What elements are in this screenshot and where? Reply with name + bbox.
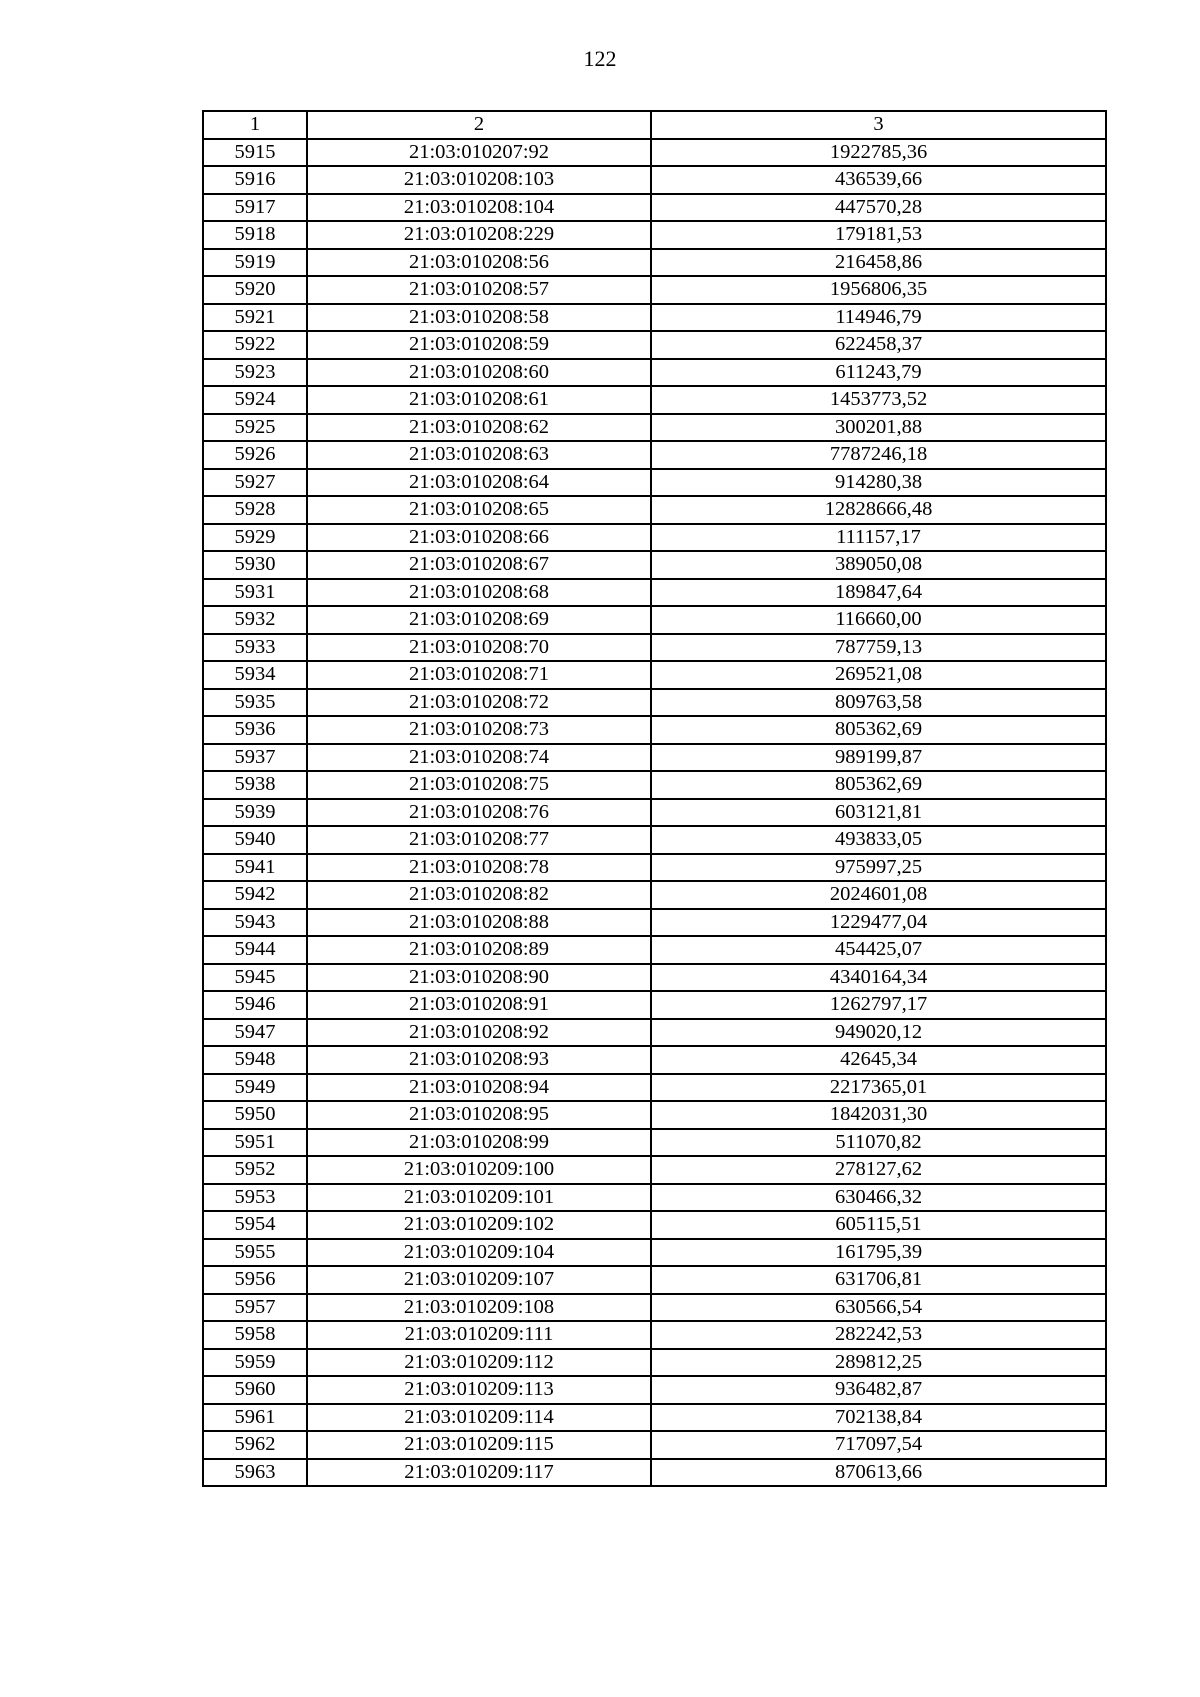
value-cell: 447570,28: [651, 194, 1106, 222]
value-cell: 114946,79: [651, 304, 1106, 332]
column-header-3: 3: [651, 111, 1106, 139]
cadastral-number-cell: 21:03:010208:70: [307, 634, 651, 662]
cadastral-number-cell: 21:03:010208:77: [307, 826, 651, 854]
cadastral-number-cell: 21:03:010209:113: [307, 1376, 651, 1404]
row-number-cell: 5920: [203, 276, 307, 304]
value-cell: 4340164,34: [651, 964, 1106, 992]
value-cell: 7787246,18: [651, 441, 1106, 469]
table-row: [203, 909, 1106, 937]
value-cell: 300201,88: [651, 414, 1106, 442]
table-row: [203, 881, 1106, 909]
value-cell: 989199,87: [651, 744, 1106, 772]
value-cell: 605115,51: [651, 1211, 1106, 1239]
row-number-cell: 5928: [203, 496, 307, 524]
cadastral-number-cell: 21:03:010208:65: [307, 496, 651, 524]
column-header-1: 1: [203, 111, 307, 139]
table-row: [203, 441, 1106, 469]
row-number-cell: 5959: [203, 1349, 307, 1377]
cadastral-number-cell: 21:03:010208:66: [307, 524, 651, 552]
row-number-cell: 5952: [203, 1156, 307, 1184]
cadastral-number-cell: 21:03:010208:73: [307, 716, 651, 744]
row-number-cell: 5932: [203, 606, 307, 634]
table-row: [203, 1046, 1106, 1074]
table-header-row: [203, 111, 1106, 139]
cadastral-number-cell: 21:03:010208:90: [307, 964, 651, 992]
value-cell: 717097,54: [651, 1431, 1106, 1459]
table-row: [203, 331, 1106, 359]
row-number-cell: 5948: [203, 1046, 307, 1074]
cadastral-number-cell: 21:03:010209:101: [307, 1184, 651, 1212]
row-number-cell: 5936: [203, 716, 307, 744]
row-number-cell: 5915: [203, 139, 307, 167]
table-row: [203, 276, 1106, 304]
cadastral-number-cell: 21:03:010208:62: [307, 414, 651, 442]
table-row: [203, 1101, 1106, 1129]
row-number-cell: 5945: [203, 964, 307, 992]
cadastral-number-cell: 21:03:010208:59: [307, 331, 651, 359]
row-number-cell: 5944: [203, 936, 307, 964]
row-number-cell: 5962: [203, 1431, 307, 1459]
row-number-cell: 5931: [203, 579, 307, 607]
cadastral-number-cell: 21:03:010208:76: [307, 799, 651, 827]
table-row: [203, 1156, 1106, 1184]
value-cell: 936482,87: [651, 1376, 1106, 1404]
value-cell: 914280,38: [651, 469, 1106, 497]
value-cell: 611243,79: [651, 359, 1106, 387]
cadastral-number-cell: 21:03:010208:68: [307, 579, 651, 607]
table-row: [203, 1404, 1106, 1432]
cadastral-number-cell: 21:03:010209:108: [307, 1294, 651, 1322]
table-row: [203, 854, 1106, 882]
row-number-cell: 5957: [203, 1294, 307, 1322]
cadastral-number-cell: 21:03:010208:95: [307, 1101, 651, 1129]
table-row: [203, 1266, 1106, 1294]
row-number-cell: 5922: [203, 331, 307, 359]
cadastral-number-cell: 21:03:010207:92: [307, 139, 651, 167]
value-cell: 282242,53: [651, 1321, 1106, 1349]
value-cell: 1262797,17: [651, 991, 1106, 1019]
value-cell: 702138,84: [651, 1404, 1106, 1432]
value-cell: 603121,81: [651, 799, 1106, 827]
value-cell: 2217365,01: [651, 1074, 1106, 1102]
row-number-cell: 5923: [203, 359, 307, 387]
table-row: [203, 661, 1106, 689]
cadastral-number-cell: 21:03:010209:102: [307, 1211, 651, 1239]
row-number-cell: 5947: [203, 1019, 307, 1047]
cadastral-number-cell: 21:03:010209:107: [307, 1266, 651, 1294]
table-row: [203, 991, 1106, 1019]
row-number-cell: 5937: [203, 744, 307, 772]
value-cell: 216458,86: [651, 249, 1106, 277]
table-row: [203, 304, 1106, 332]
cadastral-number-cell: 21:03:010209:104: [307, 1239, 651, 1267]
table-row: [203, 414, 1106, 442]
value-cell: 870613,66: [651, 1459, 1106, 1487]
value-cell: 389050,08: [651, 551, 1106, 579]
table-row: [203, 221, 1106, 249]
cadastral-number-cell: 21:03:010209:100: [307, 1156, 651, 1184]
row-number-cell: 5941: [203, 854, 307, 882]
value-cell: 631706,81: [651, 1266, 1106, 1294]
value-cell: 116660,00: [651, 606, 1106, 634]
cadastral-number-cell: 21:03:010208:60: [307, 359, 651, 387]
row-number-cell: 5958: [203, 1321, 307, 1349]
table-row: [203, 1211, 1106, 1239]
cadastral-number-cell: 21:03:010208:93: [307, 1046, 651, 1074]
row-number-cell: 5963: [203, 1459, 307, 1487]
value-cell: 975997,25: [651, 854, 1106, 882]
table-row: [203, 771, 1106, 799]
row-number-cell: 5950: [203, 1101, 307, 1129]
value-cell: 630466,32: [651, 1184, 1106, 1212]
cadastral-number-cell: 21:03:010208:94: [307, 1074, 651, 1102]
table-row: [203, 1459, 1106, 1487]
table-row: [203, 826, 1106, 854]
cadastral-number-cell: 21:03:010208:63: [307, 441, 651, 469]
table-body: [203, 139, 1106, 1487]
table-row: [203, 359, 1106, 387]
row-number-cell: 5917: [203, 194, 307, 222]
cadastral-number-cell: 21:03:010208:56: [307, 249, 651, 277]
value-cell: 161795,39: [651, 1239, 1106, 1267]
table-row: [203, 524, 1106, 552]
table-row: [203, 496, 1106, 524]
table-header: [203, 111, 1106, 139]
value-cell: 269521,08: [651, 661, 1106, 689]
row-number-cell: 5938: [203, 771, 307, 799]
value-cell: 949020,12: [651, 1019, 1106, 1047]
cadastral-number-cell: 21:03:010209:117: [307, 1459, 651, 1487]
row-number-cell: 5955: [203, 1239, 307, 1267]
value-cell: 511070,82: [651, 1129, 1106, 1157]
value-cell: 1453773,52: [651, 386, 1106, 414]
value-cell: 42645,34: [651, 1046, 1106, 1074]
cadastral-number-cell: 21:03:010208:64: [307, 469, 651, 497]
row-number-cell: 5916: [203, 166, 307, 194]
row-number-cell: 5940: [203, 826, 307, 854]
row-number-cell: 5918: [203, 221, 307, 249]
row-number-cell: 5956: [203, 1266, 307, 1294]
cadastral-number-cell: 21:03:010208:75: [307, 771, 651, 799]
row-number-cell: 5927: [203, 469, 307, 497]
cadastral-number-cell: 21:03:010208:99: [307, 1129, 651, 1157]
row-number-cell: 5949: [203, 1074, 307, 1102]
table-row: [203, 1074, 1106, 1102]
value-cell: 12828666,48: [651, 496, 1106, 524]
value-cell: 809763,58: [651, 689, 1106, 717]
value-cell: 111157,17: [651, 524, 1106, 552]
table-row: [203, 1349, 1106, 1377]
table-row: [203, 1129, 1106, 1157]
cadastral-number-cell: 21:03:010208:82: [307, 881, 651, 909]
table-row: [203, 1184, 1106, 1212]
row-number-cell: 5924: [203, 386, 307, 414]
table-row: [203, 744, 1106, 772]
page-number: 122: [583, 46, 617, 71]
value-cell: 278127,62: [651, 1156, 1106, 1184]
table-row: [203, 1376, 1106, 1404]
cadastral-number-cell: 21:03:010208:78: [307, 854, 651, 882]
cadastral-number-cell: 21:03:010208:229: [307, 221, 651, 249]
table-row: [203, 579, 1106, 607]
cadastral-number-cell: 21:03:010208:92: [307, 1019, 651, 1047]
value-cell: 179181,53: [651, 221, 1106, 249]
row-number-cell: 5933: [203, 634, 307, 662]
row-number-cell: 5935: [203, 689, 307, 717]
table-row: [203, 716, 1106, 744]
cadastral-number-cell: 21:03:010208:72: [307, 689, 651, 717]
value-cell: 805362,69: [651, 771, 1106, 799]
row-number-cell: 5925: [203, 414, 307, 442]
row-number-cell: 5953: [203, 1184, 307, 1212]
row-number-cell: 5960: [203, 1376, 307, 1404]
value-cell: 289812,25: [651, 1349, 1106, 1377]
table-row: [203, 1321, 1106, 1349]
row-number-cell: 5946: [203, 991, 307, 1019]
table-row: [203, 551, 1106, 579]
cadastral-number-cell: 21:03:010208:104: [307, 194, 651, 222]
table-row: [203, 386, 1106, 414]
cadastral-number-cell: 21:03:010208:89: [307, 936, 651, 964]
cadastral-number-cell: 21:03:010208:74: [307, 744, 651, 772]
value-cell: 1956806,35: [651, 276, 1106, 304]
row-number-cell: 5921: [203, 304, 307, 332]
value-cell: 622458,37: [651, 331, 1106, 359]
table-row: [203, 936, 1106, 964]
table-row: [203, 469, 1106, 497]
value-cell: 1229477,04: [651, 909, 1106, 937]
row-number-cell: 5943: [203, 909, 307, 937]
value-cell: 787759,13: [651, 634, 1106, 662]
value-cell: 1842031,30: [651, 1101, 1106, 1129]
cadastral-number-cell: 21:03:010208:61: [307, 386, 651, 414]
table-row: [203, 249, 1106, 277]
value-cell: 1922785,36: [651, 139, 1106, 167]
table-row: [203, 689, 1106, 717]
row-number-cell: 5951: [203, 1129, 307, 1157]
cadastral-number-cell: 21:03:010208:58: [307, 304, 651, 332]
table-row: [203, 1239, 1106, 1267]
cadastral-number-cell: 21:03:010209:114: [307, 1404, 651, 1432]
data-table: [202, 110, 1107, 1487]
cadastral-number-cell: 21:03:010208:88: [307, 909, 651, 937]
row-number-cell: 5926: [203, 441, 307, 469]
table-row: [203, 606, 1106, 634]
value-cell: 189847,64: [651, 579, 1106, 607]
value-cell: 630566,54: [651, 1294, 1106, 1322]
table-row: [203, 634, 1106, 662]
row-number-cell: 5942: [203, 881, 307, 909]
row-number-cell: 5961: [203, 1404, 307, 1432]
table-row: [203, 964, 1106, 992]
table-row: [203, 799, 1106, 827]
row-number-cell: 5929: [203, 524, 307, 552]
cadastral-number-cell: 21:03:010208:71: [307, 661, 651, 689]
table-row: [203, 1294, 1106, 1322]
column-header-2: 2: [307, 111, 651, 139]
row-number-cell: 5939: [203, 799, 307, 827]
value-cell: 436539,66: [651, 166, 1106, 194]
table-row: [203, 1431, 1106, 1459]
value-cell: 454425,07: [651, 936, 1106, 964]
cadastral-number-cell: 21:03:010208:103: [307, 166, 651, 194]
row-number-cell: 5934: [203, 661, 307, 689]
table-row: [203, 1019, 1106, 1047]
row-number-cell: 5919: [203, 249, 307, 277]
cadastral-number-cell: 21:03:010209:115: [307, 1431, 651, 1459]
cadastral-number-cell: 21:03:010209:112: [307, 1349, 651, 1377]
value-cell: 2024601,08: [651, 881, 1106, 909]
table-row: [203, 139, 1106, 167]
cadastral-number-cell: 21:03:010208:67: [307, 551, 651, 579]
cadastral-number-cell: 21:03:010209:111: [307, 1321, 651, 1349]
cadastral-number-cell: 21:03:010208:69: [307, 606, 651, 634]
row-number-cell: 5954: [203, 1211, 307, 1239]
row-number-cell: 5930: [203, 551, 307, 579]
cadastral-number-cell: 21:03:010208:57: [307, 276, 651, 304]
value-cell: 493833,05: [651, 826, 1106, 854]
value-cell: 805362,69: [651, 716, 1106, 744]
table-row: [203, 194, 1106, 222]
cadastral-number-cell: 21:03:010208:91: [307, 991, 651, 1019]
table-row: [203, 166, 1106, 194]
